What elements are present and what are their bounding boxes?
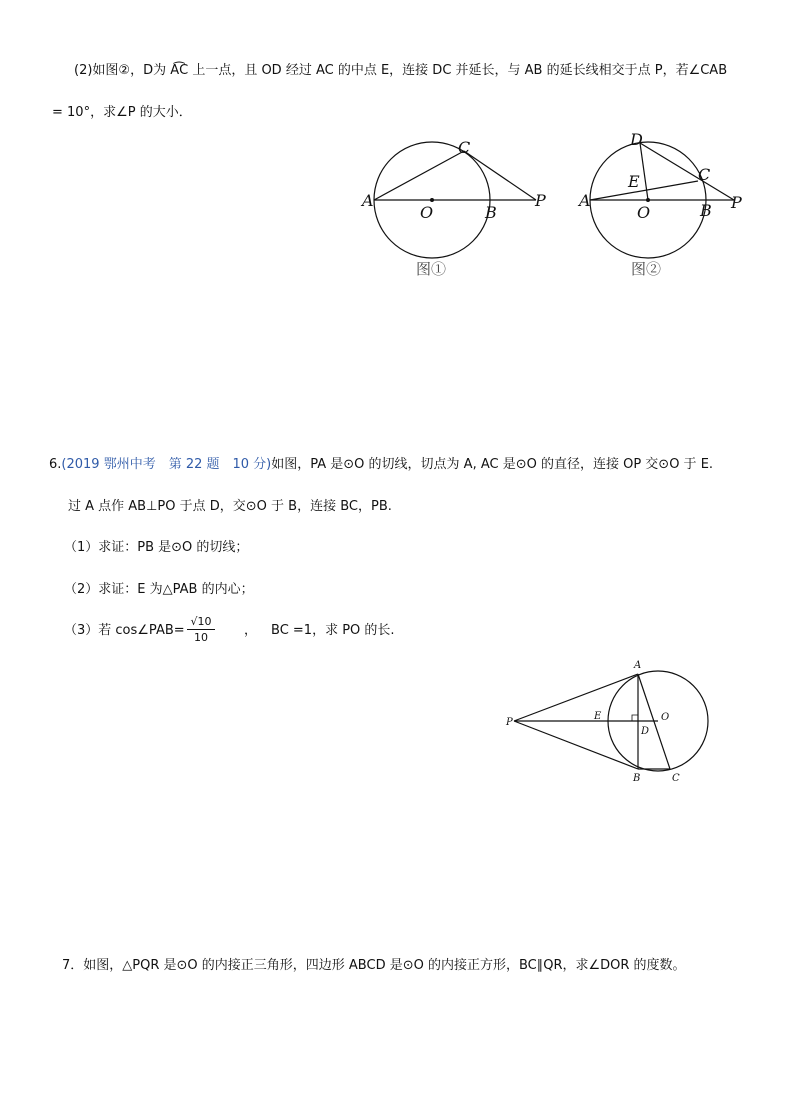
fig2-label-o: O	[637, 203, 651, 222]
fig2-label-p: P	[731, 193, 742, 212]
q5-line2: = 10°，求∠P 的大小．	[52, 105, 192, 120]
fig1-line-cp	[464, 151, 536, 200]
fig2-label-d: D	[630, 130, 643, 149]
fig2-label-c: C	[698, 165, 711, 184]
fig2-caption: 图②	[631, 260, 662, 278]
q6-line1	[49, 456, 713, 474]
fig1-label-c: C	[458, 138, 471, 157]
q6-fraction-denominator: 10	[194, 631, 208, 644]
q6-number: 6.	[49, 457, 62, 472]
q6-part3-mid: ，	[244, 623, 258, 638]
fig1-label-o: O	[420, 203, 434, 222]
q7-text: 如图，△PQR 是⊙O 的内接正三角形，四边形 ABCD 是⊙O 的内接正方形，BC∥QR，求∠DOR 的度数。	[83, 958, 686, 973]
q6-line-pb	[514, 721, 638, 769]
fig1-center-dot	[430, 198, 434, 202]
figure-1	[374, 142, 536, 258]
q6-line-pa	[514, 674, 638, 721]
fig1-line-ac	[374, 151, 464, 200]
fig2-label-e: E	[628, 172, 640, 191]
q6-part2: （2）求证：E 为△PAB 的内心；	[64, 582, 254, 597]
q6-line1-rest: 如图，PA 是⊙O 的切线，切点为 A, AC 是⊙O 的直径，连接 OP 交⊙O 于 E.	[271, 457, 714, 472]
figure-2	[590, 142, 734, 258]
q6-part3-prefix: （3）若 cos∠PAB=	[64, 623, 185, 638]
fig2-label-a: A	[579, 191, 591, 210]
fig1-label-b: B	[485, 203, 497, 222]
q6-part1: （1）求证：PB 是⊙O 的切线；	[64, 540, 249, 555]
q5-line1: (2)如图②，D为 A͡C 上一点，且 OD 经过 AC 的中点 E，连接 DC 并延长，与 AB 的延长线相交于点 P，若∠CAB	[74, 63, 728, 78]
q7-line	[62, 957, 686, 975]
q6-part3-suffix: BC =1，求 PO 的长.	[271, 623, 395, 638]
q6-line2: 过 A 点作 AB⊥PO 于点 D，交⊙O 于 B，连接 BC，PB.	[68, 499, 392, 514]
fig2-center-dot	[646, 198, 650, 202]
q6-fraction-numerator: √10	[190, 615, 212, 628]
q6-label-o: O	[661, 712, 670, 723]
fig2-line-dp	[640, 143, 734, 200]
q6-label-a: A	[634, 660, 642, 671]
q6-fraction-bar	[187, 629, 215, 630]
q7-number: 7．	[62, 958, 84, 973]
q6-source: (2019 鄂州中考 第 22 题 10 分)	[61, 457, 272, 472]
q6-fraction	[187, 615, 215, 644]
q6-label-p: P	[506, 717, 513, 728]
fig2-label-b: B	[700, 201, 712, 220]
fig1-label-a: A	[362, 191, 374, 210]
q6-label-e: E	[594, 711, 602, 722]
q6-right-angle-mark	[632, 715, 638, 721]
q6-label-d: D	[641, 726, 650, 737]
fig2-line-ac	[590, 181, 698, 200]
q6-figure	[514, 671, 708, 771]
q6-label-c: C	[672, 773, 680, 784]
q6-label-b: B	[633, 773, 641, 784]
fig1-caption: 图①	[416, 260, 447, 278]
fig1-label-p: P	[535, 191, 546, 210]
